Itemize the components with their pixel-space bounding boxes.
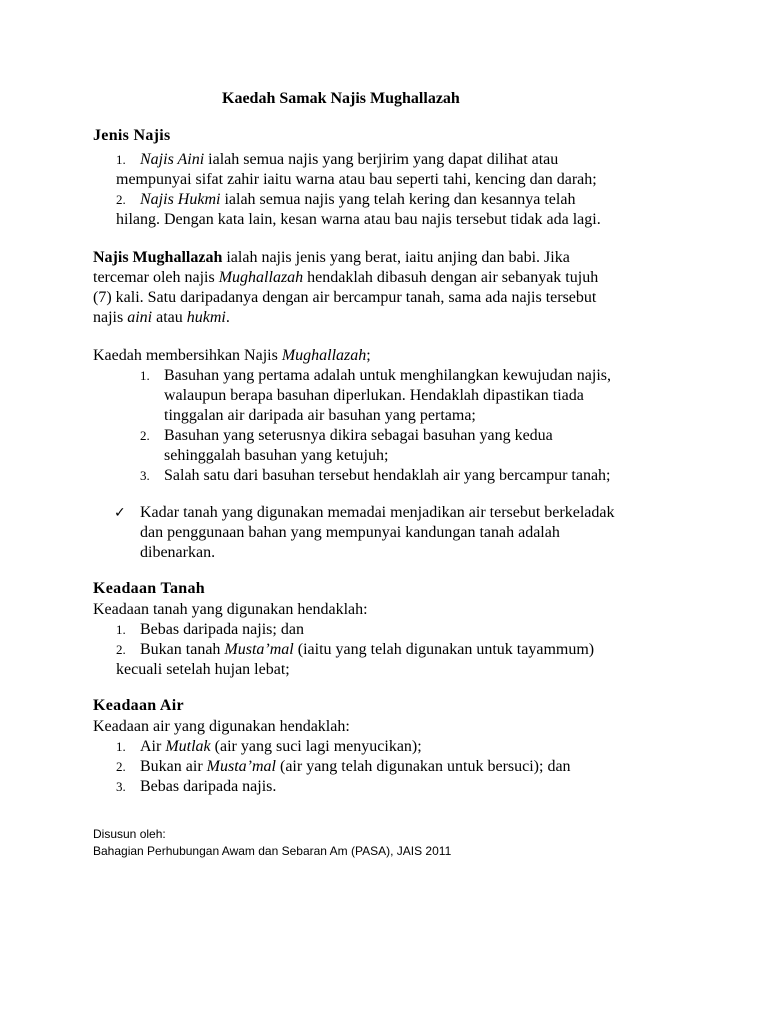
term-najis-hukmi: Najis Hukmi [140, 191, 221, 208]
paragraph-line [93, 268, 598, 288]
list-number: 1. [116, 739, 126, 754]
paragraph-text: Kaedah membersihkan Najis [93, 347, 282, 364]
list-number: 2. [116, 192, 126, 207]
note-text: Kadar tanah yang digunakan memadai menjadikan air tersebut berkeladak [140, 504, 615, 521]
list-item-continuation: mempunyai sifat zahir iaitu warna atau bau seperti tahi, kencing dan darah; [116, 171, 597, 188]
section-heading-keadaan-tanah: Keadaan Tanah [93, 580, 205, 597]
paragraph-line: (7) kali. Satu daripadanya dengan air bercampur tanah, sama ada najis tersebut [93, 289, 597, 306]
paragraph-text: ; [366, 347, 371, 364]
list-number: 2. [116, 759, 126, 774]
list-item-text: Bebas daripada najis. [140, 778, 277, 795]
list-item-text: walaupun berapa basuhan diperlukan. Hendaklah dipastikan tiada [164, 387, 584, 404]
term-mustamal: Musta’mal [206, 758, 276, 775]
list-number: 2. [140, 428, 150, 443]
term-hukmi: hukmi [186, 309, 226, 326]
paragraph-text: . [225, 309, 230, 326]
list-number: 3. [116, 779, 126, 794]
list-item-text: ialah semua najis yang berjirim yang dapat dilihat atau [204, 151, 559, 168]
list-item-text: tinggalan air daripada air basuhan yang pertama; [164, 407, 476, 424]
check-icon: ✓ [114, 505, 126, 521]
list-number: 2. [116, 642, 126, 657]
list-item-text-part: Bukan tanah [140, 641, 225, 658]
paragraph-line [93, 248, 570, 268]
section-heading-jenis-najis: Jenis Najis [93, 127, 171, 144]
list-item-continuation: kecuali setelah hujan lebat; [116, 661, 290, 678]
section-intro: Keadaan air yang digunakan hendaklah: [93, 718, 350, 735]
term-mutlak: Mutlak [165, 738, 211, 755]
paragraph-text: hendaklah dibasuh dengan air sebanyak tujuh [303, 269, 599, 286]
paragraph-text: tercemar oleh najis [93, 269, 219, 286]
term-aini: aini [127, 309, 153, 326]
list-item-text-part: (iaitu yang telah digunakan untuk tayammum) [293, 641, 595, 658]
list-item-text-part: (air yang telah digunakan untuk bersuci); dan [275, 758, 571, 775]
list-item-text: Basuhan yang seterusnya dikira sebagai basuhan yang kedua [164, 427, 553, 444]
paragraph-text: najis [93, 309, 128, 326]
list-item-text: Salah satu dari basuhan tersebut hendaklah air yang bercampur tanah; [164, 467, 611, 484]
footer-label: Disusun oleh: [93, 827, 166, 841]
list-item-text-part: (air yang suci lagi menyucikan); [210, 738, 422, 755]
page-title: Kaedah Samak Najis Mughallazah [222, 90, 460, 107]
list-item-najis-aini [140, 150, 558, 170]
note-text: dan penggunaan bahan yang mempunyai kandungan tanah adalah [140, 524, 560, 541]
term-najis-aini: Najis Aini [140, 151, 205, 168]
list-number: 3. [140, 468, 150, 483]
list-number: 1. [116, 622, 126, 637]
section-intro: Keadaan tanah yang digunakan hendaklah: [93, 601, 368, 618]
paragraph-line [93, 308, 230, 328]
list-item-najis-hukmi [140, 190, 575, 210]
list-item-text [140, 640, 594, 660]
list-item-text-part: Air [140, 738, 166, 755]
list-number: 1. [140, 368, 150, 383]
term-mughallazah: Mughallazah [281, 347, 367, 364]
paragraph-text: atau [152, 309, 187, 326]
note-text: dibenarkan. [140, 544, 216, 561]
list-item-text: ialah semua najis yang telah kering dan kesannya telah [220, 191, 576, 208]
footer-credit: Bahagian Perhubungan Awam dan Sebaran Am (PASA), JAIS 2011 [93, 844, 452, 858]
list-item-text: Bebas daripada najis; dan [140, 621, 304, 638]
list-item-text: sehinggalah basuhan yang ketujuh; [164, 447, 389, 464]
list-item-text: Basuhan yang pertama adalah untuk menghilangkan kewujudan najis, [164, 367, 611, 384]
list-item-text-part: Bukan air [140, 758, 207, 775]
paragraph-text: ialah najis jenis yang berat, iaitu anjing dan babi. Jika [222, 249, 570, 266]
list-number: 1. [116, 152, 126, 167]
list-item-continuation: hilang. Dengan kata lain, kesan warna atau bau najis tersebut tidak ada lagi. [116, 211, 601, 228]
term-mughallazah: Mughallazah [218, 269, 304, 286]
kaedah-intro [93, 346, 371, 366]
section-heading-keadaan-air: Keadaan Air [93, 697, 184, 714]
list-item-text [140, 737, 422, 757]
list-item-text [140, 757, 571, 777]
term-najis-mughallazah: Najis Mughallazah [93, 249, 223, 266]
term-mustamal: Musta’mal [224, 641, 294, 658]
